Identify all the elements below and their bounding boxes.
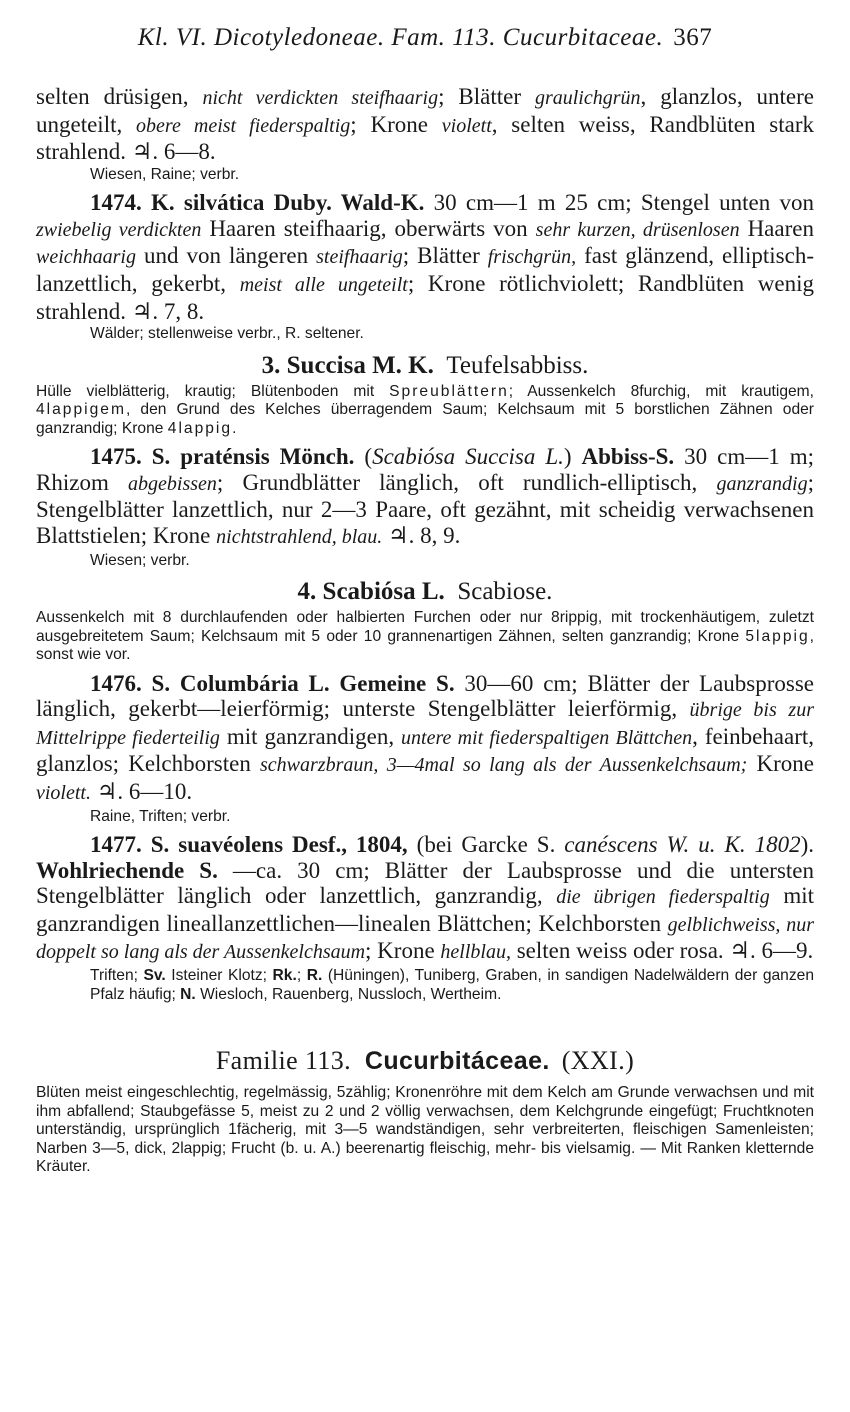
genus-heading-succisa: 3. Succisa M. K. Teufelsabbiss. bbox=[261, 351, 589, 379]
family-heading: Familie 113. Cucurbitáceae. (XXI.) bbox=[215, 1046, 635, 1076]
book-page bbox=[36, 24, 814, 1177]
genus-description-succisa: Hülle vielblätterig, krautig; Blütenboden mit Spreublättern; Aussenkelch 8furchig, mit krautigem, 4lappigem, den Grund des Kelches überragendem Saum; Kelchsaum mit 5 borstlichen Zähnen oder ganzrandig; Krone 4lappig. bbox=[36, 382, 814, 437]
genus-heading-scabiosa: 4. Scabiósa L. Scabiose. bbox=[297, 578, 553, 606]
species-entry-1477: 1477. S. suavéolens Desf., 1804, (bei Garcke S. canéscens W. u. K. 1802). Wohlriechende S. —ca. 30 cm; Blätter der Laubsprosse und die untersten Stengelblätter länglich oder lanzettlich, ganzrandig, die übrigen fiederspaltig mit ganzrandigen lineallanzettlichen—linealen Blättchen; Kelchborsten gelblichweiss, nur doppelt so lang als der Aussenkelchsaum; Krone hellblau, selten weiss oder rosa. ♃. 6—9. bbox=[36, 832, 815, 964]
habitat-note: Raine, Triften; verbr. bbox=[90, 807, 231, 825]
species-entry-1475: 1475. S. praténsis Mönch. (Scabiósa Succisa L.) Abbiss-S. 30 cm—1 m; Rhizom abgebissen; Grundblätter länglich, oft rundlich-elliptisch, ganzrandig; Stengelblätter lanzettlich, nur 2—3 Paare, oft gezähnt, mit scheidig verwachsenen Blattstielen; Krone nichtstrahlend, blau. ♃. 8, 9. bbox=[36, 444, 814, 549]
header-title: Kl. VI. Dicotyledoneae. Fam. 113. Cucurbitaceae. bbox=[137, 24, 664, 51]
genus-description-scabiosa: Aussenkelch mit 8 durchlaufenden oder halbierten Furchen oder nur 8rippig, mit trockenhäutigem, zuletzt ausgebreitetem Saum; Kelchsaum mit 5 oder 10 grannenartigen Zähnen, selten ganzrandig; Krone 5lappig, sonst wie vor. bbox=[36, 609, 814, 664]
running-header bbox=[36, 24, 814, 52]
species-entry-1474: 1474. K. silvática Duby. Wald-K. 30 cm—1 m 25 cm; Stengel unten von zwiebelig verdickten Haaren steifhaarig, oberwärts von sehr kurzen, drüsenlosen Haaren weichhaarig und von längeren steifhaarig; Blätter frischgrün, fast glänzend, elliptisch-lanzettlich, gekerbt, meist alle ungeteilt; Krone rötlichviolett; Randblüten wenig strahlend. ♃. 7, 8. bbox=[36, 190, 814, 324]
page-number: 367 bbox=[673, 24, 713, 51]
family-description: Blüten meist eingeschlechtig, regelmässig, 5zählig; Kronenröhre mit dem Kelch am Grunde verwachsen und mit ihm abfallend; Staubgefässe 5, meist zu 2 und 2 völlig verwachsen, dem Kelchgrunde eingefügt; Fruchtknoten unterständig, ursprünglich 1fächerig, mit 3—5 wandständigen, sehr verbreiterten, fleischigen Samenleisten; Narben 3—5, dick, 2lappig; Frucht (b. u. A.) beerenartig fleischig, mehr- bis vielsamig. — Mit Ranken kletternde Kräuter. bbox=[36, 1084, 814, 1176]
continued-description: selten drüsigen, nicht verdickten steifhaarig; Blätter graulichgrün, glanzlos, untere ungeteilt, obere meist fiederspaltig; Krone violett, selten weiss, Randblüten stark strahlend. ♃. 6—8. bbox=[36, 84, 814, 165]
species-entry-1476: 1476. S. Columbária L. Gemeine S. 30—60 cm; Blätter der Laubsprosse länglich, gekerbt—leierförmig; unterste Stengelblätter leierförmig, übrige bis zur Mittelrippe fiederteilig mit ganzrandigen, untere mit fiederspaltigen Blättchen, feinbehaart, glanzlos; Kelchborsten schwarzbraun, 3—4mal so lang als der Aussenkelchsaum; Krone violett. ♃. 6—10. bbox=[36, 670, 815, 804]
habitat-note: Wiesen; verbr. bbox=[90, 551, 190, 569]
habitat-note: Wiesen, Raine; verbr. bbox=[90, 165, 240, 183]
habitat-note: Triften; Sv. Isteiner Klotz; Rk.; R. (Hüningen), Tuniberg, Graben, in sandigen Nadelwäldern der ganzen Pfalz häufig; N. Wiesloch, Rauenberg, Nussloch, Wertheim. bbox=[90, 967, 815, 1003]
habitat-note: Wälder; stellenweise verbr., R. seltener. bbox=[90, 325, 364, 343]
